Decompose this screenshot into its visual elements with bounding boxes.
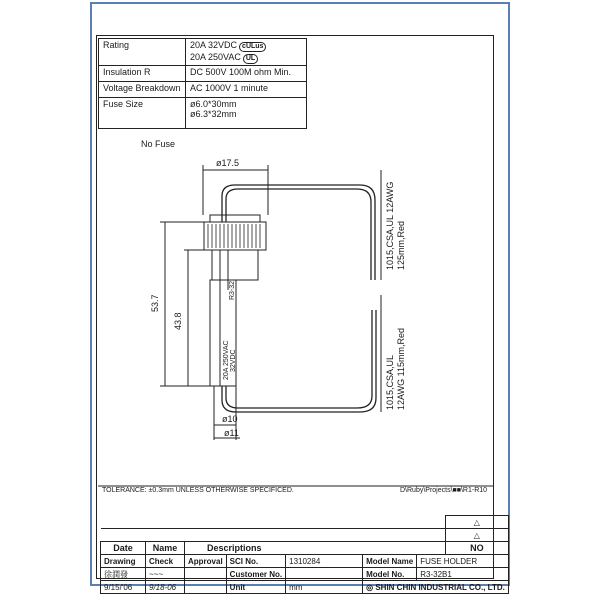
knurling [208,224,260,248]
holder-body [212,250,258,280]
header-descriptions: Descriptions [185,542,446,555]
tolerance-note: TOLERANCE: ±0.3mm UNLESS OTHERWISE SPECIFICED. [102,487,294,494]
header-no: NO [445,542,508,555]
body-model-text: R3-32 [229,280,236,300]
company-logo-icon: ◎ [366,582,374,592]
title-block [100,515,509,594]
revision-triangle-icon: △ [445,529,508,542]
wire-top-spec: 1015,CSA,UL 12AWG [385,181,395,270]
wire-top [222,185,375,280]
value-sci-no: 1310284 [286,555,363,568]
spec-value: DC 500V 100M ohm Min. [186,66,307,82]
value-checker-signature: ~~~ [146,568,185,581]
value-unit: mm [286,581,363,594]
wire-bottom-length: 12AWG 115mm,Red [396,327,406,410]
spec-label: Insulation R [99,66,186,82]
header-date: Date [101,542,146,555]
value-model-name: FUSE HOLDER [417,555,509,568]
company-name: SHIN CHIN INDUSTRIAL CO., LTD. [375,582,505,592]
label-customer-no: Customer No. [226,568,285,581]
revision-triangle-icon: △ [445,516,508,529]
no-fuse-label: No Fuse [141,139,176,149]
label-unit: Unit [226,581,285,594]
dim-label-10: ø10 [222,414,238,424]
value-drawing-date: 9/15/'06 [101,581,146,594]
value-drawer: 徐潤發 [101,568,146,581]
wire-bottom-spec: 1015,CSA,UL [385,354,395,410]
label-model-no: Model No. [363,568,417,581]
label-drawing: Drawing [101,555,146,568]
spec-value: AC 1000V 1 minute [186,82,307,98]
value-check-date: 9/18-06 [146,581,185,594]
wire-bottom [222,310,376,412]
cap-knob [204,222,266,250]
label-model-name: Model Name [363,555,417,568]
label-approval: Approval [185,555,227,568]
cul-mark-icon: cULus [239,42,266,52]
spec-value: ø6.3*32mm [190,109,237,119]
spec-label: Rating [99,39,186,66]
body-rating-1: 20A 250VAC [223,340,230,380]
cap-top [210,215,260,222]
file-path: D\Ruby\Projects\■■\R1-R10 [400,487,488,494]
header-name: Name [146,542,185,555]
body-rating-2: 32VDC [230,349,237,372]
value-model-no: R3-32B1 [417,568,509,581]
wire-top-length: 125mm,Red [396,220,406,270]
dim-label-11: ø11 [224,428,239,438]
label-sci-no: SCI No. [226,555,285,568]
spec-value: 20A 32VDC [190,40,238,50]
dim-label-438: 43.8 [173,312,183,330]
dim-label-175: ø17.5 [216,158,240,168]
spec-value: ø6.0*30mm [190,99,237,109]
spec-label: Voltage Breakdown [99,82,186,98]
wire-bottom [226,310,372,408]
ul-mark-icon: UL [243,54,258,64]
spec-value: 20A 250VAC [190,52,241,62]
spec-label: Fuse Size [99,98,186,129]
dim-label-537: 53.7 [150,294,160,312]
label-check: Check [146,555,185,568]
